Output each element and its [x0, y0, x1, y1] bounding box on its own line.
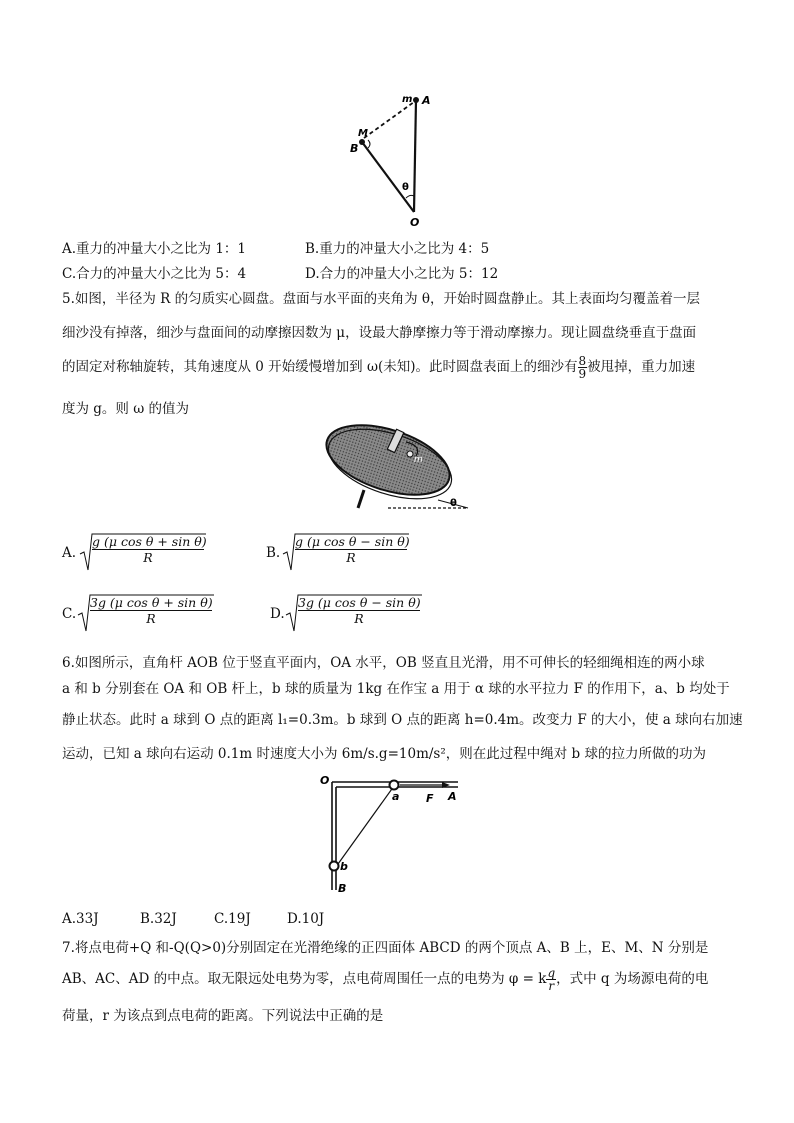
point-b — [359, 139, 365, 145]
q4-option-a: A.重力的冲量大小之比为 1：1 — [62, 241, 247, 257]
fig-label-a: A — [422, 94, 431, 107]
q5-option-c-radical: $\frac{\text{3g (μ cos θ + sin θ)}}{R}$ — [76, 593, 216, 633]
dashed-ab — [364, 102, 414, 138]
q7-line-3: 荷量，r 为该点到点电荷的距离。下列说法中正确的是 — [62, 1008, 384, 1024]
q7-fraction: $\frac{q}{r}$ — [547, 966, 556, 993]
q5-line-3b: 被甩掉，重力加速 — [587, 359, 696, 375]
q5-line-1: 5.如图，半径为 R 的匀质实心圆盘。盘面与水平面的夹角为 θ，开始时圆盘静止。其上表面均匀覆盖着一层 — [62, 291, 701, 307]
fig-label-m2: M — [358, 128, 368, 139]
fig-label-a-end: A — [448, 790, 457, 803]
q6-option-b: B.32J — [140, 911, 177, 927]
fig-label-theta: θ — [450, 498, 457, 509]
q6-line-4: 运动，已知 a 球向右运动 0.1m 时速度大小为 6m/s.g=10m/s²，则在此过程中绳对 b 球的拉力所做的功为 — [62, 746, 706, 762]
q5-option-d-label: D. — [270, 606, 285, 622]
ball-b — [330, 862, 339, 871]
fig-label-f: F — [426, 792, 434, 805]
q7-line-1: 7.将点电荷+Q 和-Q(Q>0)分别固定在光滑绝缘的正四面体 ABCD 的两个顶点 A、B 上，E、M、N 分别是 — [62, 940, 709, 956]
q5-option-a-label: A. — [62, 545, 77, 561]
q5-option-b-radical: $\frac{\text{g (μ cos θ − sin θ)}}{R}$ — [281, 532, 411, 572]
q5-option-a-radical: $\frac{\text{g (μ cos θ + sin θ)}}{R}$ — [78, 532, 208, 572]
angle-arc — [406, 195, 414, 198]
small-arc — [368, 140, 370, 148]
ball-a — [390, 781, 399, 790]
fig-label-theta: θ — [402, 182, 409, 193]
q4-figure — [340, 88, 440, 228]
fig-label-b: B — [350, 142, 359, 155]
q5-fraction: $\frac{8}{9}$ — [578, 354, 587, 381]
q7-line-2a: AB、AC、AD 的中点。取无限远处电势为零，点电荷周围任一点的电势为 φ = k — [62, 971, 547, 987]
q6-option-c: C.19J — [214, 911, 251, 927]
q7-line-2b: ，式中 q 为场源电荷的电 — [556, 971, 709, 987]
fig-label-b-end: B — [338, 882, 347, 894]
q6-option-d: D.10J — [287, 911, 325, 927]
q7-line-2 — [62, 967, 708, 992]
q6-line-3: 静止状态。此时 a 球到 O 点的距离 l₁=0.3m。b 球到 O 点的距离 h=0.4m。改变力 F 的大小，使 a 球向右加速 — [62, 712, 743, 728]
q5-option-d-radical: $\frac{\text{3g (μ cos θ − sin θ)}}{R}$ — [284, 593, 424, 633]
fig-label-o: O — [320, 774, 330, 787]
q5-option-c-label: C. — [62, 606, 77, 622]
fig-label-o: O — [410, 216, 420, 228]
q5-line-4: 度为 g。则 ω 的值为 — [62, 401, 190, 417]
q4-option-d: D.合力的冲量大小之比为 5：12 — [305, 266, 499, 282]
q4-option-b: B.重力的冲量大小之比为 4：5 — [305, 241, 490, 257]
point-a — [413, 97, 419, 103]
fig-label-m: m — [414, 455, 423, 465]
fig-label-a-ball: a — [392, 790, 400, 803]
fig-label-b-ball: b — [340, 860, 348, 873]
q6-figure — [318, 772, 466, 894]
rod-ob — [362, 142, 414, 212]
q5-figure — [318, 420, 470, 512]
string-ab — [338, 786, 394, 864]
disk-shaft-bottom — [358, 490, 364, 508]
q5-line-3a: 的固定对称轴旋转，其角速度从 0 开始缓慢增加到 ω(未知)。此时圆盘表面上的细沙有 — [62, 359, 578, 375]
q6-line-1: 6.如图所示，直角杆 AOB 位于竖直平面内，OA 水平，OB 竖直且光滑，用不可伸长的轻细绳相连的两小球 — [62, 655, 705, 671]
q5-line-3 — [62, 355, 695, 380]
q6-option-a: A.33J — [62, 911, 99, 927]
q5-line-2: 细沙没有掉落，细沙与盘面间的动摩擦因数为 μ，设最大静摩擦力等于滑动摩擦力。现让圆盘绕垂直于盘面 — [62, 325, 697, 341]
rod-oa — [414, 100, 416, 212]
q5-option-b-label: B. — [266, 545, 281, 561]
fig-label-m: m — [402, 94, 413, 105]
sand-grain — [407, 451, 413, 457]
q4-option-c: C.合力的冲量大小之比为 5：4 — [62, 266, 247, 282]
q6-line-2: a 和 b 分别套在 OA 和 OB 杆上，b 球的质量为 1kg 在作宝 a 用于 α 球的水平拉力 F 的作用下，a、b 均处于 — [62, 681, 730, 697]
